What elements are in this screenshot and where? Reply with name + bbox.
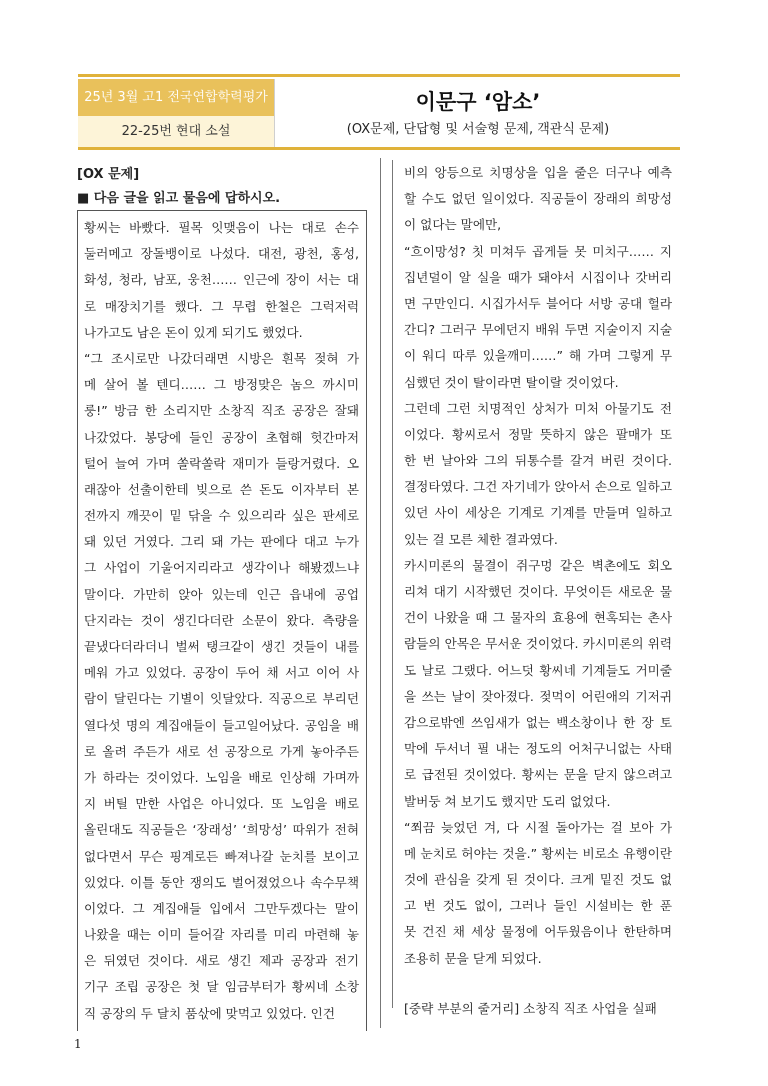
question-range: 22-25번 현대 소설 — [78, 116, 274, 147]
passage-line: 끝냈다더라더니 벌써 탱크같이 생긴 것들이 내를 — [84, 639, 359, 654]
passage-line: 비의 앙등으로 치명상을 입을 줄은 더구나 예측 — [404, 165, 672, 180]
passage-left-column — [84, 215, 359, 1027]
passage-line: 없다면서 무슨 핑계로든 빠져나갈 눈치를 보이고 — [84, 848, 359, 864]
passage-line: 할 수도 없던 일이었다. 직공들이 장래의 희망성 — [404, 191, 672, 207]
passage-line: 결정타였다. 그건 자기네가 앉아서 손으로 일하고 — [404, 479, 672, 495]
passage-line: 단지라는 것이 생긴다더란 소문이 왔다. 측량을 — [84, 612, 359, 628]
passage-line: “쬐끔 늦었던 겨, 다 시절 돌아가는 걸 보아 가 — [404, 819, 672, 835]
passage-line: 한 번 날아와 그의 뒤통수를 갈겨 버린 것이다. — [404, 453, 672, 469]
passage-line: 기구 조립 공장은 첫 달 임금부터가 황씨네 소창 — [84, 979, 359, 995]
passage-line: 못 건진 채 세상 물정에 어두웠음이나 한탄하며 — [404, 924, 672, 940]
passage-line: 집년덜이 알 실을 때가 돼야서 시집이나 갓버리 — [404, 269, 672, 285]
passage-line: 있었다. 이틀 동안 쟁의도 벌어졌었으나 속수무책 — [84, 874, 359, 890]
column-divider — [380, 158, 381, 1028]
passage-line: 심했던 것이 탈이라면 탈이랄 것이었다. — [404, 374, 619, 390]
passage-line: 람들의 안목은 무서운 것이었다. 카시미론의 위력 — [404, 636, 672, 652]
page-title: 이문구 ‘암소’ — [415, 90, 541, 114]
passage-line: 있는 걸 모른 체한 결과였다. — [404, 531, 558, 547]
passage-line: 간디? 그러구 무에던지 배워 두면 지술이지 지술 — [404, 322, 672, 338]
passage-line — [404, 972, 672, 996]
header-bottom-rule — [78, 147, 680, 150]
passage-line: 이었다. 황씨로서 정말 뜻하지 않은 팔매가 또 — [404, 426, 672, 442]
passage-line: 둘러메고 장돌뱅이로 나섰다. 대전, 광천, 홍성, — [84, 246, 359, 262]
passage-line: 털어 늘여 가며 쏠락쏠락 재미가 들랑거렸다. 오 — [84, 455, 359, 471]
right-column-rule — [392, 160, 393, 1008]
passage-line: 감으로밖엔 쓰임새가 없는 백소창이나 한 장 토 — [404, 714, 672, 730]
passage-line: 메 눈치로 허야는 것을.” 황씨는 비로소 유행이란 — [404, 845, 672, 861]
passage-line: “그 조시로만 나갔더래면 시방은 흰목 젖혀 가 — [84, 350, 359, 366]
passage-line: 메 살어 볼 텐디…… 그 방정맞은 놈으 까시미 — [84, 377, 359, 393]
passage-line: 도 날로 그랬다. 어느덧 황씨네 기계들도 거미줄 — [404, 662, 672, 678]
passage-line: 그런데 그런 치명적인 상처가 미처 아물기도 전 — [404, 400, 672, 416]
passage-line: 나갔었다. 봉당에 들인 공장이 초협해 헛간마저 — [84, 429, 359, 445]
passage-line: 그 사업이 기울어지리라고 생각이나 해봤겠느냐 — [84, 560, 359, 576]
passage-line: 리쳐 대기 시작했던 것이다. 무엇이든 새로운 물 — [404, 584, 672, 599]
exam-label: 25년 3월 고1 전국연합학력평가 — [78, 79, 274, 116]
passage-line: 로 매장치기를 했다. 그 무렵 한철은 그럭저럭 — [84, 298, 359, 314]
passage-line: 막에 두서너 필 내는 정도의 어처구니없는 사태 — [404, 741, 672, 757]
passage-line: 열다섯 명의 계집애들이 들고일어났다. 공임을 배 — [84, 717, 359, 733]
passage-line: 돼 있던 거였다. 그리 돼 가는 판에다 대고 누가 — [84, 534, 359, 550]
passage-line: 룽!” 방금 한 소리지만 소창직 직조 공장은 잘돼 — [84, 403, 359, 419]
passage-line: 지 버틸 만한 사업은 아니었다. 또 노임을 배로 — [84, 796, 359, 812]
passage-line: 나왔을 때는 이미 들어갈 자리를 미리 마련해 놓 — [84, 927, 359, 943]
passage-line: 황씨는 바빴다. 필목 잇맺음이 나는 대로 손수 — [84, 220, 359, 235]
passage-line: 카시미론의 물결이 쥐구멍 같은 벽촌에도 회오 — [404, 557, 672, 573]
passage-line: 람이 달린다는 기별이 잇달았다. 직공으로 부리던 — [84, 691, 359, 707]
section-label: [OX 문제] — [77, 167, 140, 182]
passage-line: 전까지 깨끗이 밑 닦을 수 있으리라 싶은 판세로 — [84, 508, 359, 524]
passage-line: 말이다. 가만히 앉아 있는데 인근 읍내에 공업 — [84, 586, 359, 602]
passage-line: 이 워디 따루 있을깨미……” 해 가며 그렇게 무 — [404, 348, 672, 364]
passage-line: 래잖아 선출이한테 빚으로 쓴 돈도 이자부터 본 — [84, 481, 359, 497]
passage-line: 면 구만인디. 시집가서두 블어다 서방 공대 헐라 — [404, 295, 672, 311]
passage-line: 올린대도 직공들은 ‘장래성’ ‘희망성’ 따위가 전혀 — [84, 822, 359, 838]
passage-line: 고 번 것도 없이, 그러나 들인 시설비는 한 푼 — [404, 898, 672, 914]
header-divider — [274, 79, 275, 147]
page-number: 1 — [74, 1037, 82, 1051]
page-subtitle: (OX문제, 단답형 및 서술형 문제, 객관식 문제) — [346, 122, 610, 137]
passage-line: 이 없다는 말에만, — [404, 217, 502, 233]
passage-line: 로 급전된 것이었다. 황씨는 문을 닫지 않으려고 — [404, 767, 672, 783]
passage-line: 을 쓰는 날이 잦아졌다. 젖먹이 어린애의 기저귀 — [404, 688, 672, 704]
passage-line: 가 하라는 것이었다. 노임을 배로 인상해 가며까 — [84, 769, 359, 785]
header-top-rule — [78, 74, 680, 77]
instruction: ■ 다음 글을 읽고 물음에 답하시오. — [77, 191, 281, 206]
passage-line: 나가고도 남은 돈이 있게 되기도 했었다. — [84, 324, 303, 340]
passage-line: 이었다. 그 계집애들 입에서 그만두겠다는 말이 — [84, 900, 359, 916]
passage-line: “흐이망성? 칫 미쳐두 곱게들 못 미치구…… 지 — [404, 243, 672, 259]
passage-line: 것에 관심을 갖게 된 것이다. 크게 밑진 것도 없 — [404, 872, 672, 888]
passage-line: 로 올려 주든가 새로 선 공장으로 가게 놓아주든 — [84, 743, 359, 759]
passage-line: 조용히 문을 닫게 되었다. — [404, 950, 542, 966]
passage-line: 은 뒤였던 것이다. 새로 생긴 제과 공장과 전기 — [84, 953, 359, 969]
passage-line: 발버둥 쳐 보기도 했지만 도리 없었다. — [404, 793, 611, 809]
passage-line: 화성, 청라, 남포, 웅천…… 인근에 장이 서는 대 — [84, 272, 359, 288]
passage-line: 있던 사이 세상은 기계로 기계를 만들며 일하고 — [404, 505, 672, 521]
passage-line: 직 공장의 두 달치 품삯에 맞먹고 있었다. 인건 — [84, 1005, 336, 1021]
passage-line: [중략 부분의 줄거리] 소창직 직조 사업을 실패 — [404, 1000, 657, 1016]
passage-right-column — [404, 160, 672, 1022]
passage-line: 메워 가고 있었다. 공장이 두어 채 서고 이어 사 — [84, 665, 359, 681]
passage-line: 건이 나왔을 때 그 물자의 효용에 현혹되는 촌사 — [404, 610, 672, 626]
